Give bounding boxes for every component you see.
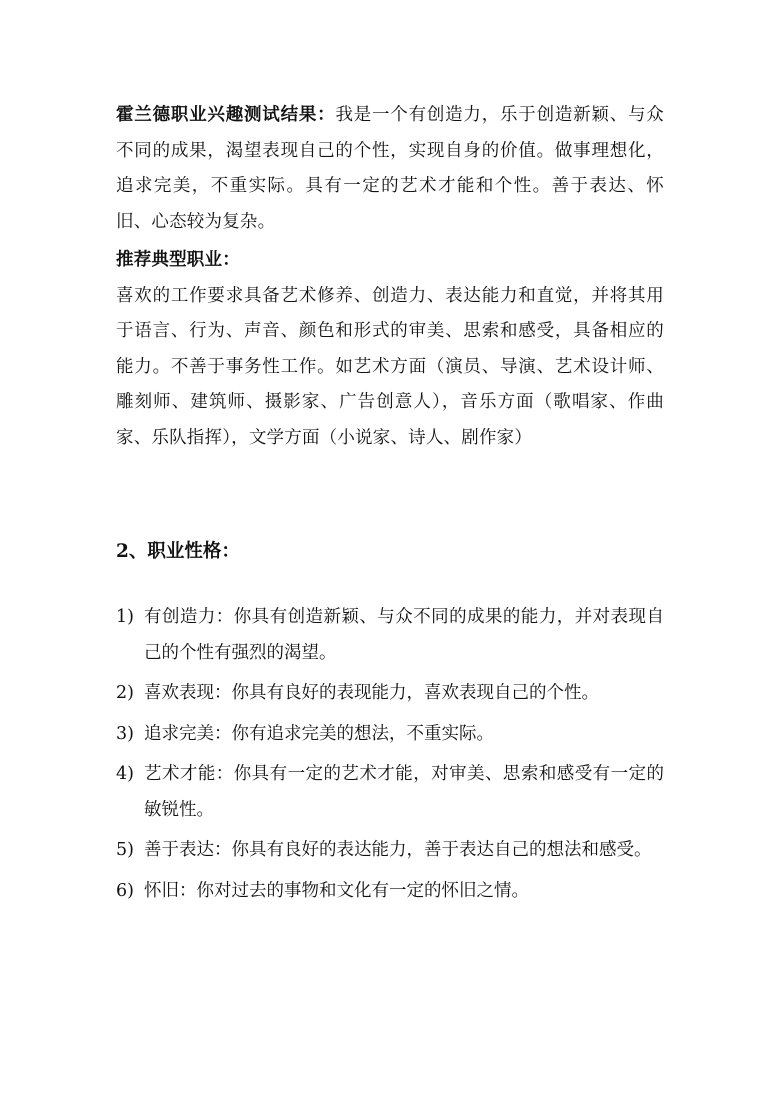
- list-item-number: 5): [116, 840, 134, 860]
- list-item-text: 善于表达：你具有良好的表达能力，善于表达自己的想法和感受。: [144, 840, 652, 860]
- holland-result-label: 霍兰德职业兴趣测试结果：: [116, 105, 336, 125]
- list-item-number: 6): [116, 880, 134, 901]
- list-item-number: 2): [116, 683, 134, 703]
- document-content: [116, 98, 664, 914]
- list-item-text: 艺术才能：你具有一定的艺术才能，对审美、思索和感受有一定的敏锐性。: [144, 764, 664, 820]
- recommended-text: 喜欢的工作要求具备艺术修养、创造力、表达能力和直觉，并将其用于语言、行为、声音、颜色和形式的审美、思索和感受，具备相应的能力。不善于事务性工作。如艺术方面（演员、导演、艺术设计师、雕刻师、建筑师、摄影家、广告创意人），音乐方面（歌唱家、作曲家、乐队指挥），文学方面（小说家、诗人、剧作家）: [116, 285, 664, 448]
- list-item-text: 怀旧：你对过去的事物和文化有一定的怀旧之情。: [144, 880, 529, 901]
- list-item-number: 1): [116, 607, 134, 627]
- list-item: [116, 717, 664, 753]
- list-item-text: 追求完美：你有追求完美的想法，不重实际。: [144, 723, 494, 744]
- list-item: [116, 676, 664, 712]
- holland-result-paragraph: [116, 98, 664, 240]
- list-item-number: 4): [116, 764, 134, 784]
- list-item: [116, 600, 664, 671]
- list-item-text: 喜欢表现：你具有良好的表现能力，喜欢表现自己的个性。: [144, 683, 599, 703]
- section-heading-career-personality: 2、职业性格：: [116, 541, 240, 562]
- recommended-heading: 推荐典型职业：: [116, 250, 240, 270]
- list-item: [116, 833, 664, 869]
- list-item-text: 有创造力：你具有创造新颖、与众不同的成果的能力，并对表现自己的个性有强烈的渴望。: [144, 607, 664, 663]
- list-item: [116, 874, 664, 910]
- list-item: [116, 757, 664, 828]
- list-item-number: 3): [116, 723, 134, 744]
- personality-list: [116, 600, 664, 909]
- holland-result-text: 我是一个有创造力，乐于创造新颖、与众不同的成果，渴望表现自己的个性，实现自身的价值。做事理想化，追求完美，不重实际。具有一定的艺术才能和个性。善于表达、怀旧、心态较为复杂。: [116, 105, 664, 232]
